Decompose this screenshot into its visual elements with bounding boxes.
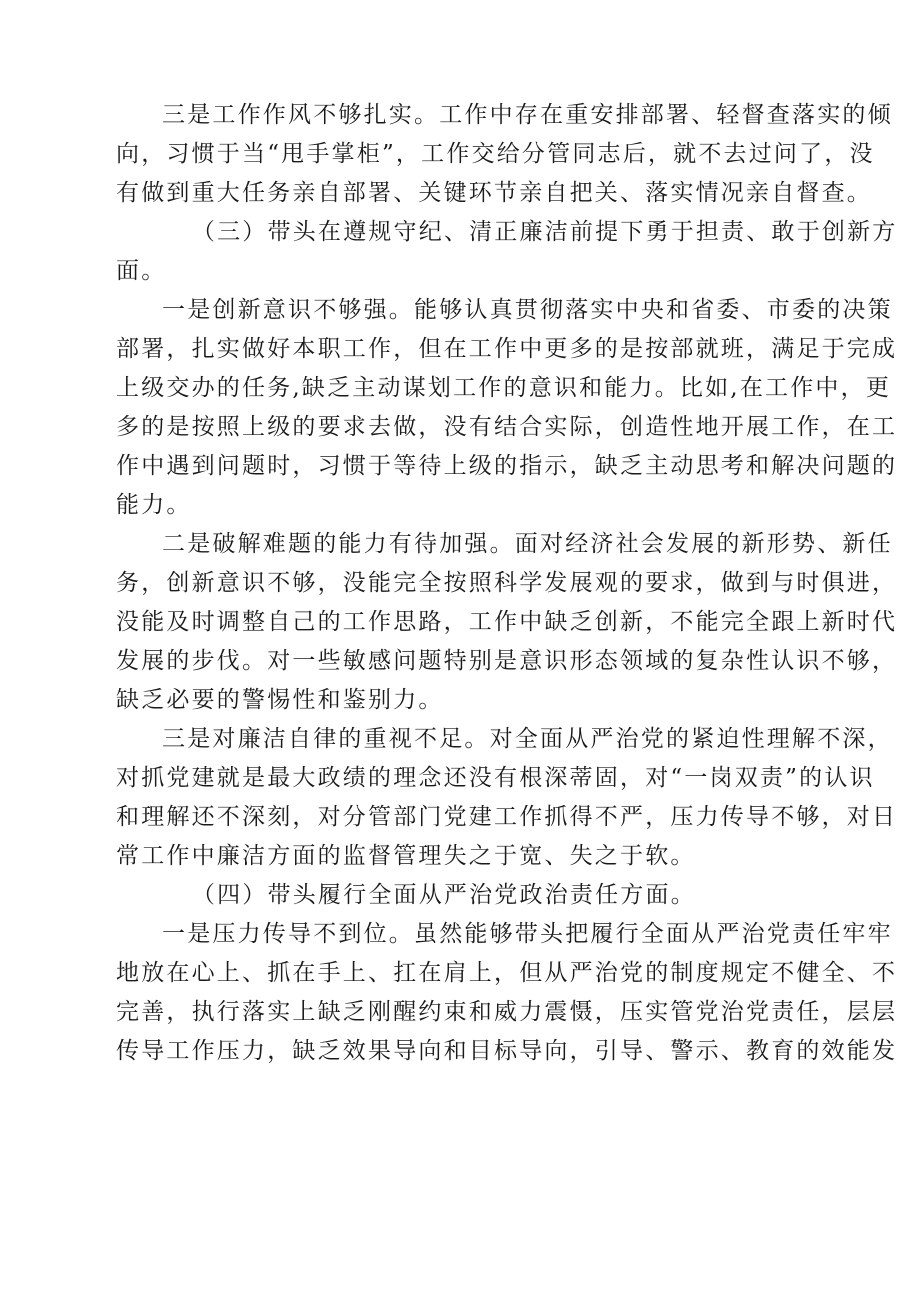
text-line: 一是压力传导不到位。虽然能够带头把履行全面从严治党责任牢牢 <box>162 921 893 947</box>
text-line: 有做到重大任务亲自部署、关键环节亲自把关、落实情况亲自督查。 <box>116 180 872 206</box>
text-line: 三是对廉洁自律的重视不足。对全面从严治党的紧迫性理解不深， <box>162 726 893 752</box>
text-line: 能力。 <box>116 492 192 518</box>
text-line: 面。 <box>116 258 167 284</box>
paragraph-pressure <box>116 915 898 1071</box>
text-line: （三）带头在遵规守纪、清正廉洁前提下勇于担责、敢于创新方 <box>191 219 898 245</box>
text-line: 多的是按照上级的要求去做，没有结合实际，创造性地开展工作，在工 <box>116 414 898 440</box>
text-line: （四）带头履行全面从严治党政治责任方面。 <box>191 882 696 908</box>
text-line: 没能及时调整自己的工作思路，工作中缺乏创新，不能完全跟上新时代 <box>116 609 898 635</box>
text-line: 上级交办的任务,缺乏主动谋划工作的意识和能力。比如,在工作中，更 <box>116 375 892 401</box>
text-line: 传导工作压力，缺乏效果导向和目标导向，引导、警示、教育的效能发 <box>116 1038 898 1064</box>
text-line: 务，创新意识不够，没能完全按照科学发展观的要求，做到与时俱进， <box>116 570 898 596</box>
text-line: 地放在心上、抓在手上、扛在肩上，但从严治党的制度规定不健全、不 <box>116 960 898 986</box>
text-line: 向，习惯于当“甩手掌柜”，工作交给分管同志后，就不去过问了，没 <box>116 141 875 167</box>
paragraph-work-style <box>116 96 893 213</box>
text-line: 发展的步伐。对一些敏感问题特别是意识形态领域的复杂性认识不够， <box>116 648 898 674</box>
section-heading-four <box>116 876 834 915</box>
text-line: 常工作中廉洁方面的监督管理失之于宽、失之于软。 <box>116 843 696 869</box>
paragraph-problem-solving <box>116 525 898 720</box>
paragraph-integrity <box>116 720 898 876</box>
text-line: 部署，扎实做好本职工作，但在工作中更多的是按部就班，满足于完成 <box>116 336 898 362</box>
section-heading-three <box>116 213 898 291</box>
text-line: 缺乏必要的警惕性和鉴别力。 <box>116 687 444 713</box>
text-line: 三是工作作风不够扎实。工作中存在重安排部署、轻督查落实的倾 <box>162 102 893 128</box>
paragraph-innovation <box>116 291 898 525</box>
text-line: 二是破解难题的能力有待加强。面对经济社会发展的新形势、新任 <box>162 531 893 557</box>
text-line: 和理解还不深刻，对分管部门党建工作抓得不严，压力传导不够，对日 <box>116 804 898 830</box>
document-body <box>116 96 898 1071</box>
text-line: 对抓党建就是最大政绩的理念还没有根深蒂固，对“一岗双责”的认识 <box>116 765 875 791</box>
text-line: 完善，执行落实上缺乏刚醒约束和威力震慑，压实管党治党责任，层层 <box>116 999 898 1025</box>
text-line: 一是创新意识不够强。能够认真贯彻落实中央和省委、市委的决策 <box>162 297 893 323</box>
text-line: 作中遇到问题时，习惯于等待上级的指示，缺乏主动思考和解决问题的 <box>116 453 898 479</box>
